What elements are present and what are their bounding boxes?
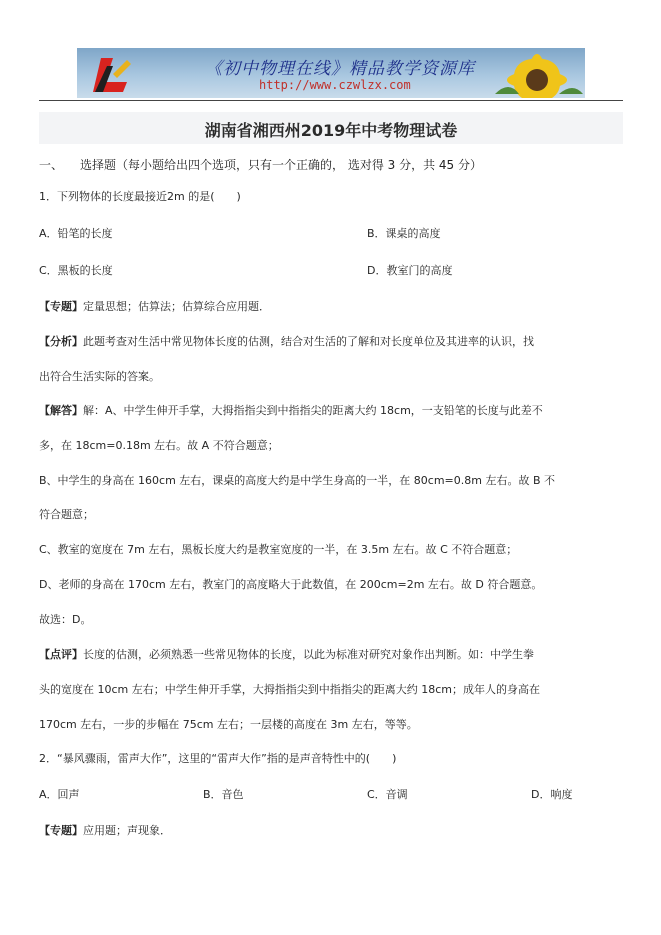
q2-option-b[interactable]: B．音色: [203, 788, 244, 801]
q2-option-c[interactable]: C．音调: [367, 788, 408, 801]
q1-answer-line-5: C、教室的宽度在 7m 左右，黑板长度大约是教室宽度的一半，在 3.5m 左右。故 C 不符合题意；: [39, 543, 518, 556]
q1-analysis-text-1: 此题考查对生活中常见物体长度的估测，结合对生活的了解和对长度单位及其进率的认识，找: [83, 335, 534, 348]
q2-topic-tag: 【专题】: [39, 824, 83, 837]
q2-option-d[interactable]: D．响度: [531, 788, 573, 801]
q1-answer-line-6: D、老师的身高在 170cm 左右，教室门的高度略大于此数值，在 200cm=2m 左右。故 D 符合题意。: [39, 578, 543, 591]
q1-topic: [39, 300, 270, 314]
question-1-stem: 1．下列物体的长度最接近2m 的是( ): [39, 190, 241, 203]
q1-answer-text-1: 解：A、中学生伸开手掌，大拇指指尖到中指指尖的距离大约 18cm，一支铅笔的长度与此差不: [83, 404, 543, 417]
title-bar: [39, 112, 623, 144]
q1-topic-text: 定量思想；估算法；估算综合应用题．: [83, 300, 270, 313]
site-logo-icon: [87, 52, 135, 96]
q1-answer-line-1: [39, 404, 543, 418]
q1-answer-line-2: 多，在 18cm=0.18m 左右。故 A 不符合题意；: [39, 439, 279, 452]
q1-option-b[interactable]: B．课桌的高度: [367, 227, 441, 240]
q1-option-a[interactable]: A．铅笔的长度: [39, 227, 113, 240]
q1-comment-line-1: [39, 648, 534, 662]
q1-comment-tag: 【点评】: [39, 648, 83, 661]
q1-option-d[interactable]: D．教室门的高度: [367, 264, 453, 277]
section-number: 一、: [39, 158, 64, 172]
header-banner: [77, 48, 585, 98]
sunflower-icon: [489, 50, 585, 98]
q1-answer-tag: 【解答】: [39, 404, 83, 417]
q1-option-c[interactable]: C．黑板的长度: [39, 264, 113, 277]
section-instructions: 选择题（每小题给出四个选项，只有一个正确的， 选对得 3 分，共 45 分）: [80, 158, 482, 172]
q1-answer-line-4: 符合题意；: [39, 508, 94, 521]
q2-topic: [39, 824, 171, 838]
question-2-stem: 2．“暴风骤雨，雷声大作”，这里的“雷声大作”指的是声音特性中的( ): [39, 752, 397, 765]
q1-comment-text-1: 长度的估测，必须熟悉一些常见物体的长度，以此为标准对研究对象作出判断。如：中学生拳: [83, 648, 534, 661]
q1-analysis-line-1: [39, 335, 534, 349]
q1-comment-line-3: 170cm 左右，一步的步幅在 75cm 左右；一层楼的高度在 3m 左右，等等。: [39, 718, 418, 731]
header-divider: [39, 100, 623, 101]
q1-analysis-tag: 【分析】: [39, 335, 83, 348]
q2-option-a[interactable]: A．回声: [39, 788, 80, 801]
q1-choice: 故选：D。: [39, 613, 92, 626]
q1-comment-line-2: 头的宽度在 10cm 左右；中学生伸开手掌，大拇指指尖到中指指尖的距离大约 18cm；成年人的身高在: [39, 683, 541, 696]
banner-title: 《初中物理在线》精品教学资源库: [205, 59, 475, 79]
page-title: 湖南省湘西州2019年中考物理试卷: [204, 121, 458, 140]
banner-url[interactable]: http://www.czwlzx.com: [259, 78, 411, 92]
q1-analysis-line-2: 出符合生活实际的答案。: [39, 370, 160, 383]
q1-answer-line-3: B、中学生的身高在 160cm 左右，课桌的高度大约是中学生身高的一半，在 80cm=0.8m 左右。故 B 不: [39, 474, 556, 487]
q2-topic-text: 应用题；声现象．: [83, 824, 171, 837]
q1-topic-tag: 【专题】: [39, 300, 83, 313]
